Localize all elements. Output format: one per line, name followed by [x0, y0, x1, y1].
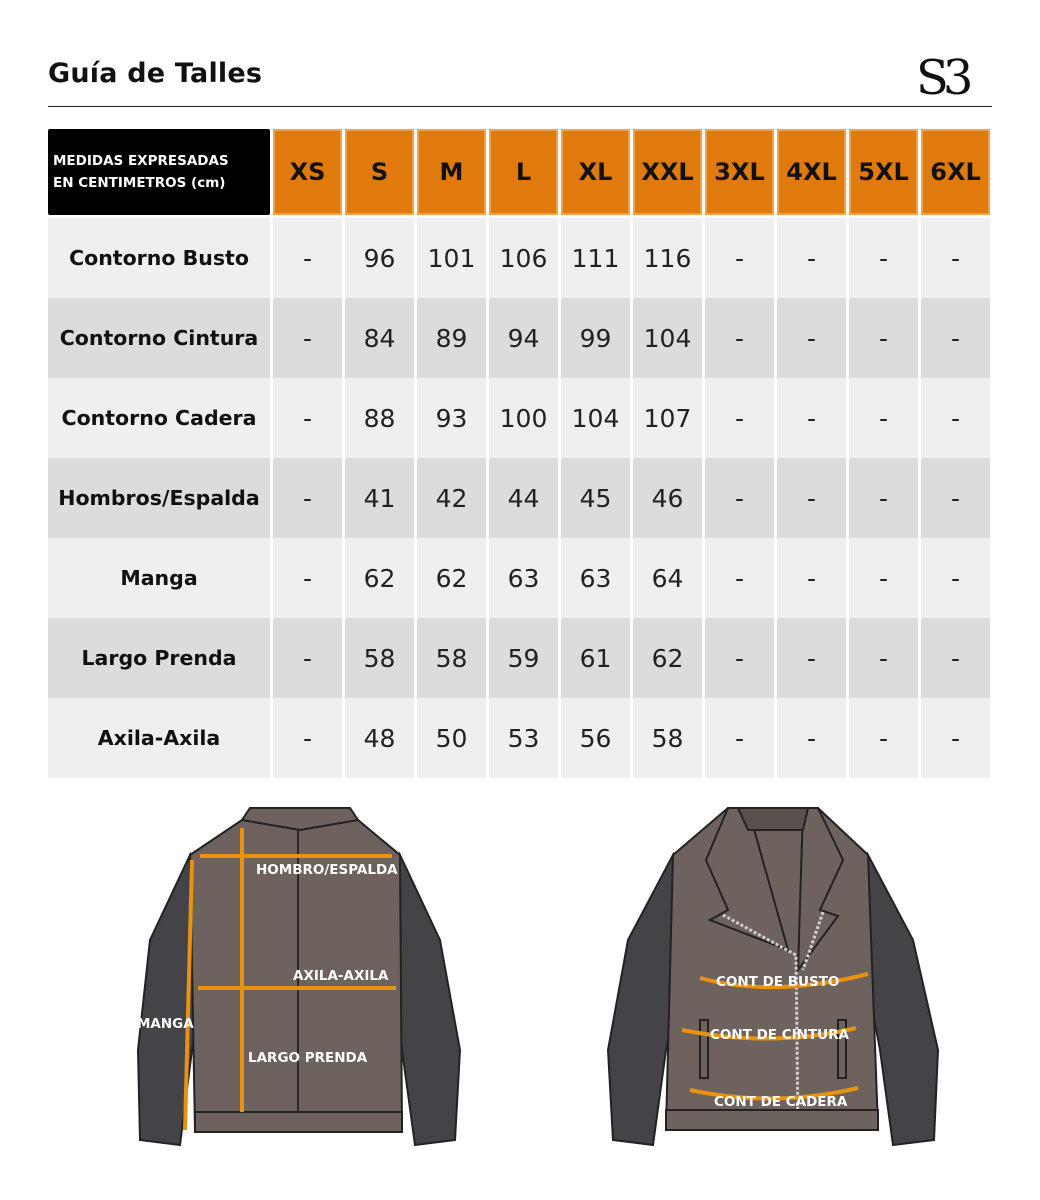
table-cell: 61	[561, 618, 630, 698]
row-label: Contorno Busto	[48, 218, 270, 298]
label-sleeve: MANGA	[137, 1016, 194, 1032]
row-label: Hombros/Espalda	[48, 458, 270, 538]
label-bust: CONT DE BUSTO	[716, 974, 840, 990]
table-cell: 63	[489, 538, 558, 618]
table-cell: 116	[633, 218, 702, 298]
size-table-header	[48, 129, 992, 215]
table-cell: 107	[633, 378, 702, 458]
size-header-m: M	[417, 129, 486, 215]
table-cell: 111	[561, 218, 630, 298]
table-row	[48, 458, 992, 538]
table-cell: -	[705, 538, 774, 618]
table-cell: -	[849, 458, 918, 538]
table-cell: 64	[633, 538, 702, 618]
front-collar-back	[738, 808, 808, 830]
size-header-xxl: XXL	[633, 129, 702, 215]
size-header-4xl: 4XL	[777, 129, 846, 215]
brand-logo: S3	[916, 50, 968, 106]
jacket-front-diagram	[598, 800, 948, 1160]
table-cell: -	[777, 698, 846, 778]
table-cell: -	[921, 618, 990, 698]
size-header-6xl: 6XL	[921, 129, 990, 215]
table-cell: -	[273, 218, 342, 298]
table-cell: 84	[345, 298, 414, 378]
table-row	[48, 218, 992, 298]
label-armpit: AXILA-AXILA	[293, 968, 389, 984]
table-cell: 58	[345, 618, 414, 698]
table-cell: -	[273, 538, 342, 618]
table-cell: -	[921, 698, 990, 778]
size-header-l: L	[489, 129, 558, 215]
table-cell: -	[849, 218, 918, 298]
table-row	[48, 298, 992, 378]
table-cell: -	[273, 458, 342, 538]
table-cell: 104	[561, 378, 630, 458]
label-hip: CONT DE CADERA	[714, 1094, 848, 1110]
size-table	[48, 129, 992, 778]
table-cell: -	[777, 618, 846, 698]
table-cell: -	[921, 538, 990, 618]
label-length: LARGO PRENDA	[248, 1050, 368, 1066]
table-row	[48, 378, 992, 458]
table-cell: -	[705, 218, 774, 298]
table-cell: 53	[489, 698, 558, 778]
table-cell: 58	[633, 698, 702, 778]
row-label: Contorno Cintura	[48, 298, 270, 378]
table-cell: 88	[345, 378, 414, 458]
table-cell: -	[273, 698, 342, 778]
table-cell: 89	[417, 298, 486, 378]
table-row	[48, 538, 992, 618]
table-cell: -	[921, 378, 990, 458]
table-cell: 58	[417, 618, 486, 698]
table-cell: 45	[561, 458, 630, 538]
table-cell: 50	[417, 698, 486, 778]
row-label: Axila-Axila	[48, 698, 270, 778]
row-label: Manga	[48, 538, 270, 618]
header-label-line2: EN CENTIMETROS (cm)	[53, 175, 226, 191]
table-cell: 42	[417, 458, 486, 538]
size-header-xs: XS	[273, 129, 342, 215]
table-cell: -	[921, 458, 990, 538]
table-cell: -	[777, 218, 846, 298]
table-cell: 62	[417, 538, 486, 618]
table-cell: 63	[561, 538, 630, 618]
table-cell: -	[921, 218, 990, 298]
table-cell: -	[849, 618, 918, 698]
table-cell: -	[705, 378, 774, 458]
table-cell: 48	[345, 698, 414, 778]
table-cell: 93	[417, 378, 486, 458]
table-cell: -	[705, 298, 774, 378]
table-cell: -	[273, 298, 342, 378]
table-cell: -	[777, 538, 846, 618]
jacket-back-diagram	[130, 800, 470, 1160]
table-cell: 56	[561, 698, 630, 778]
front-body	[666, 808, 878, 1128]
label-waist: CONT DE CINTURA	[710, 1027, 849, 1043]
table-cell: -	[921, 298, 990, 378]
table-row	[48, 618, 992, 698]
page-title: Guía de Talles	[48, 58, 263, 89]
table-cell: 46	[633, 458, 702, 538]
front-waistband	[666, 1110, 878, 1130]
size-header-xl: XL	[561, 129, 630, 215]
table-cell: 96	[345, 218, 414, 298]
row-label: Largo Prenda	[48, 618, 270, 698]
table-cell: 99	[561, 298, 630, 378]
table-cell: 100	[489, 378, 558, 458]
table-cell: -	[705, 458, 774, 538]
table-cell: 94	[489, 298, 558, 378]
label-shoulder: HOMBRO/ESPALDA	[256, 862, 398, 878]
size-header-3xl: 3XL	[705, 129, 774, 215]
header-label	[48, 129, 270, 215]
table-cell: -	[273, 378, 342, 458]
table-cell: 62	[633, 618, 702, 698]
table-cell: -	[705, 698, 774, 778]
table-cell: -	[849, 698, 918, 778]
back-waistband	[195, 1112, 402, 1132]
table-cell: -	[273, 618, 342, 698]
table-cell: 59	[489, 618, 558, 698]
table-cell: 104	[633, 298, 702, 378]
table-cell: -	[777, 458, 846, 538]
table-cell: -	[849, 298, 918, 378]
table-cell: 106	[489, 218, 558, 298]
table-cell: 41	[345, 458, 414, 538]
table-cell: -	[777, 378, 846, 458]
size-table-body	[48, 218, 992, 778]
table-cell: 44	[489, 458, 558, 538]
title-divider	[48, 106, 992, 107]
size-header-5xl: 5XL	[849, 129, 918, 215]
table-cell: 101	[417, 218, 486, 298]
row-label: Contorno Cadera	[48, 378, 270, 458]
size-header-s: S	[345, 129, 414, 215]
table-row	[48, 698, 992, 778]
table-cell: -	[849, 538, 918, 618]
table-cell: -	[849, 378, 918, 458]
table-cell: -	[705, 618, 774, 698]
table-cell: -	[777, 298, 846, 378]
table-cell: 62	[345, 538, 414, 618]
header-label-line1: MEDIDAS EXPRESADAS	[53, 153, 229, 169]
